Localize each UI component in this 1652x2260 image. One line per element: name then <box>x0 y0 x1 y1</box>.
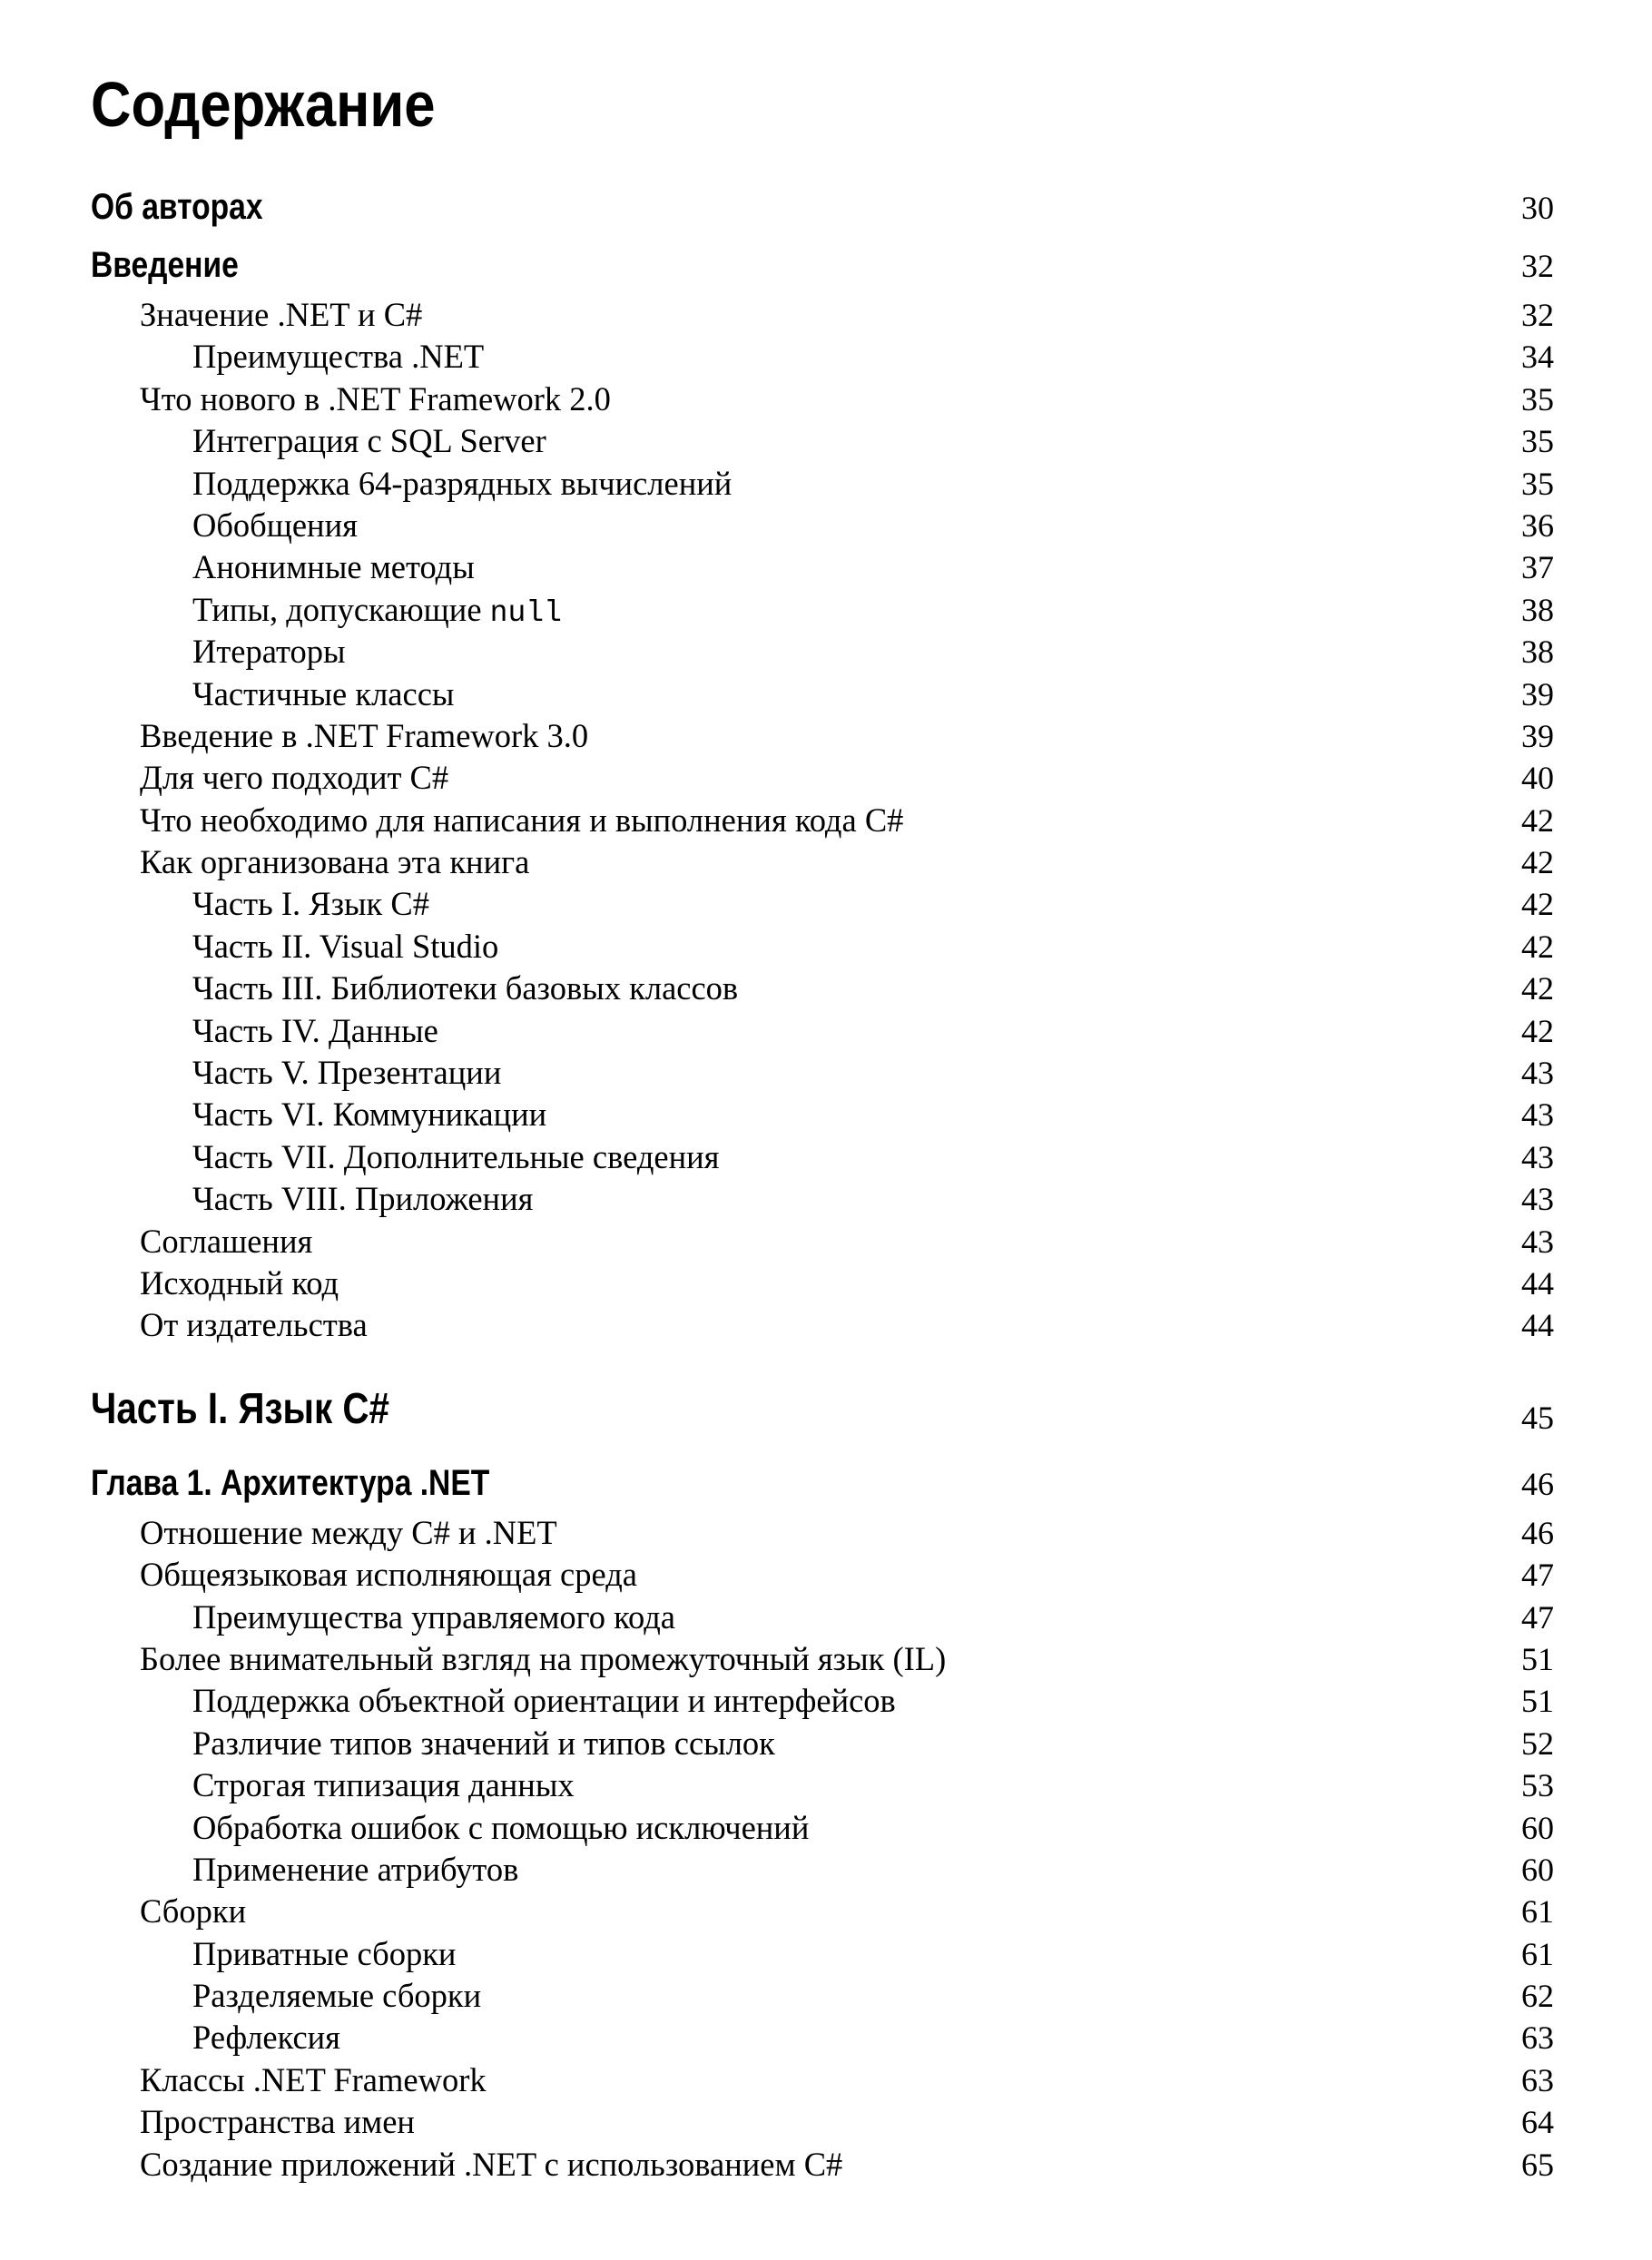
toc-entry <box>91 1975 1554 2017</box>
toc-entry-page-number: 40 <box>1521 760 1554 797</box>
toc-entry-title <box>91 1263 339 1304</box>
toc-entry-text: Соглашения <box>140 1222 313 1260</box>
toc-entry <box>91 841 1554 883</box>
toc-entry <box>91 1365 1554 1454</box>
toc-entry-title <box>91 1807 809 1849</box>
toc-entry-title <box>91 420 546 462</box>
toc-entry-text: Классы .NET Framework <box>140 2060 487 2098</box>
toc-entry-text: Сборки <box>140 1892 247 1931</box>
toc-entry-text: Значение .NET и C# <box>140 296 423 333</box>
toc-entry-page-number: 65 <box>1521 2146 1554 2183</box>
toc-entry-title <box>91 1365 389 1454</box>
toc-entry-page-number: 53 <box>1521 1767 1554 1804</box>
toc-entry-page-number: 32 <box>1521 297 1554 333</box>
toc-entry <box>91 1136 1554 1178</box>
toc-entry-text: Что нового в .NET Framework 2.0 <box>140 379 611 418</box>
toc-entry-title <box>91 1512 557 1554</box>
toc-entry-page-number: 44 <box>1521 1264 1554 1302</box>
toc-entry-title <box>91 1680 896 1722</box>
toc-entry-title <box>91 883 429 925</box>
toc-entry <box>91 1723 1554 1764</box>
toc-entry-page-number: 35 <box>1521 465 1554 502</box>
toc-entry-page-number: 30 <box>1521 190 1554 226</box>
toc-entry-page-number: 37 <box>1521 549 1554 586</box>
toc-entry-text: Что необходимо для написания и выполнения кода C# <box>140 801 904 839</box>
toc-entry-title <box>91 294 422 336</box>
toc-entry <box>91 1597 1554 1638</box>
toc-entry-title <box>91 800 903 841</box>
toc-entry-title <box>91 505 358 546</box>
toc-entry <box>91 236 1554 294</box>
toc-entry-title <box>91 968 738 1009</box>
toc-entry-text: Частичные классы <box>192 674 455 712</box>
toc-entry-page-number: 36 <box>1521 506 1554 544</box>
toc-entry-page-number: 35 <box>1521 423 1554 460</box>
toc-entry <box>91 1680 1554 1722</box>
toc-entry-text: Преимущества .NET <box>192 338 485 376</box>
toc-entry-title <box>91 757 448 799</box>
toc-entry-text: Преимущества управляемого кода <box>192 1597 675 1636</box>
toc-entry-text: Применение атрибутов <box>192 1850 519 1888</box>
toc-entry <box>91 2059 1554 2101</box>
toc-entry-title <box>91 1933 456 1975</box>
toc-entry <box>91 631 1554 673</box>
toc-entry <box>91 505 1554 546</box>
toc-entry-title <box>91 546 475 588</box>
toc-entry-text: Часть I. Язык C# <box>91 1384 389 1433</box>
toc-entry-title <box>91 673 454 715</box>
toc-entry-page-number: 60 <box>1521 1851 1554 1888</box>
toc-entry-text: Для чего подходит C# <box>140 759 449 797</box>
toc-entry-page-number: 43 <box>1521 1181 1554 1218</box>
toc-entry-page-number: 60 <box>1521 1809 1554 1846</box>
toc-entry-page-number: 47 <box>1521 1557 1554 1594</box>
toc-entry-text: Итераторы <box>192 633 346 671</box>
toc-entry-text: Введение <box>91 245 239 285</box>
toc-entry <box>91 378 1554 420</box>
toc-entry-page-number: 62 <box>1521 1978 1554 2015</box>
toc-entry-page-number: 51 <box>1521 1640 1554 1677</box>
toc-entry <box>91 715 1554 757</box>
toc-entry-text: Введение в .NET Framework 3.0 <box>140 716 589 754</box>
toc-entry <box>91 1638 1554 1680</box>
toc-entry-text: Часть VI. Коммуникации <box>192 1096 547 1134</box>
toc-entry-text: Общеязыковая исполняющая среда <box>140 1556 637 1594</box>
toc-entry <box>91 1263 1554 1304</box>
toc-entry-page-number: 45 <box>1521 1399 1554 1436</box>
toc-entry-page-number: 43 <box>1521 1138 1554 1175</box>
toc-entry-title <box>91 1764 575 1806</box>
toc-entry-title <box>91 463 732 505</box>
toc-entry-text: Часть III. Библиотеки базовых классов <box>192 969 739 1007</box>
toc-entry-title <box>91 1221 312 1263</box>
toc-entry-text: Об авторах <box>91 187 263 227</box>
toc-entry-title <box>91 631 346 673</box>
toc-entry <box>91 1304 1554 1346</box>
toc-entry-text: Поддержка 64-разрядных вычислений <box>192 464 733 502</box>
toc-entry-title <box>91 2144 842 2186</box>
toc-entry-text: Рефлексия <box>192 2019 340 2057</box>
toc-entry-title <box>91 2059 487 2101</box>
toc-entry-page-number: 64 <box>1521 2104 1554 2141</box>
toc-entry <box>91 1764 1554 1806</box>
toc-entry-title <box>91 1178 533 1220</box>
toc-entry-page-number: 34 <box>1521 339 1554 376</box>
toc-entry <box>91 178 1554 236</box>
toc-entry-title <box>91 841 529 883</box>
toc-entry-page-number: 46 <box>1521 1514 1554 1551</box>
toc-entry-text: Типы, допускающие <box>192 590 490 628</box>
toc-entry-text: Приватные сборки <box>192 1934 457 1972</box>
toc-entry <box>91 2101 1554 2143</box>
toc-entry <box>91 1094 1554 1135</box>
toc-entry <box>91 1807 1554 1849</box>
toc-entry-title <box>91 1554 637 1596</box>
toc-entry <box>91 1052 1554 1094</box>
toc-entry-title <box>91 589 562 634</box>
toc-entry-page-number: 43 <box>1521 1223 1554 1260</box>
toc-entry <box>91 883 1554 925</box>
toc-entry-page-number: 38 <box>1521 591 1554 628</box>
toc-entry <box>91 463 1554 505</box>
toc-entry <box>91 1891 1554 1932</box>
toc-entry <box>91 1512 1554 1554</box>
toc-entry-title <box>91 2017 340 2059</box>
toc-entry-title <box>91 1597 675 1638</box>
toc-entry <box>91 673 1554 715</box>
toc-entry-page-number: 42 <box>1521 1012 1554 1049</box>
toc-page <box>91 69 1554 2186</box>
toc-entry <box>91 420 1554 462</box>
toc-entry-page-number: 47 <box>1521 1598 1554 1636</box>
table-of-contents <box>91 178 1554 2186</box>
toc-entry-title <box>91 1010 438 1052</box>
toc-entry-title <box>91 1052 501 1094</box>
toc-entry-title <box>91 1454 489 1512</box>
toc-entry-text: Часть VII. Дополнительные сведения <box>192 1137 720 1175</box>
toc-entry-page-number: 43 <box>1521 1096 1554 1134</box>
toc-entry <box>91 2017 1554 2059</box>
toc-entry-title <box>91 1723 775 1764</box>
toc-entry <box>91 546 1554 588</box>
toc-entry <box>91 2144 1554 2186</box>
toc-entry-page-number: 42 <box>1521 886 1554 923</box>
toc-entry-page-number: 61 <box>1521 1935 1554 1972</box>
toc-entry-text: Часть II. Visual Studio <box>192 927 499 965</box>
toc-entry-text: Глава 1. Архитектура .NET <box>91 1462 490 1503</box>
toc-entry-title <box>91 1304 368 1346</box>
toc-entry-title <box>91 1638 946 1680</box>
toc-entry-text: Строгая типизация данных <box>192 1766 575 1804</box>
toc-entry-page-number: 63 <box>1521 2061 1554 2098</box>
toc-entry-title <box>91 1094 546 1135</box>
toc-entry <box>91 757 1554 799</box>
toc-entry-text: Часть V. Презентации <box>192 1054 502 1092</box>
toc-entry-page-number: 39 <box>1521 675 1554 712</box>
toc-entry-page-number: 32 <box>1521 248 1554 284</box>
toc-entry <box>91 1849 1554 1891</box>
toc-entry-page-number: 44 <box>1521 1307 1554 1344</box>
toc-entry-page-number: 52 <box>1521 1724 1554 1762</box>
toc-entry-page-number: 35 <box>1521 380 1554 418</box>
toc-entry <box>91 1221 1554 1263</box>
toc-entry <box>91 1454 1554 1512</box>
toc-entry-title <box>91 336 484 378</box>
toc-entry-text: Анонимные методы <box>192 548 475 586</box>
toc-entry <box>91 800 1554 841</box>
toc-entry-page-number: 42 <box>1521 801 1554 839</box>
toc-entry-text: Различие типов значений и типов ссылок <box>192 1724 775 1762</box>
toc-entry <box>91 1010 1554 1052</box>
toc-entry-text: Часть IV. Данные <box>192 1011 438 1049</box>
toc-entry <box>91 1554 1554 1596</box>
toc-entry-text: Как организована эта книга <box>140 843 530 881</box>
toc-entry-title <box>91 1891 246 1932</box>
toc-entry-page-number: 61 <box>1521 1893 1554 1931</box>
page-title: Содержание <box>91 69 436 140</box>
toc-entry-title <box>91 1849 518 1891</box>
toc-entry-text: Отношение между C# и .NET <box>140 1513 557 1551</box>
toc-entry-page-number: 43 <box>1521 1055 1554 1092</box>
toc-entry-text: От издательства <box>140 1306 368 1344</box>
toc-entry-title <box>91 926 498 968</box>
toc-entry-text: Исходный код <box>140 1263 339 1302</box>
toc-entry-text: Обработка ошибок с помощью исключений <box>192 1808 810 1846</box>
toc-entry-text: Интеграция с SQL Server <box>192 422 546 460</box>
toc-entry-text: Часть I. Язык C# <box>192 885 429 923</box>
toc-entry <box>91 589 1554 631</box>
toc-entry-page-number: 46 <box>1521 1465 1554 1502</box>
toc-entry-page-number: 38 <box>1521 634 1554 671</box>
toc-entry <box>91 968 1554 1009</box>
toc-entry <box>91 294 1554 336</box>
toc-entry-page-number: 63 <box>1521 2019 1554 2057</box>
toc-entry-title <box>91 715 588 757</box>
toc-entry-title <box>91 2101 415 2143</box>
toc-entry-text: Часть VIII. Приложения <box>192 1180 534 1218</box>
toc-entry-title <box>91 378 611 420</box>
toc-entry <box>91 926 1554 968</box>
toc-entry-page-number: 39 <box>1521 717 1554 754</box>
toc-entry-text: Более внимательный взгляд на промежуточный язык (IL) <box>140 1639 947 1677</box>
toc-entry-title <box>91 1136 719 1178</box>
toc-entry <box>91 1178 1554 1220</box>
toc-entry-title <box>91 1975 481 2017</box>
toc-entry-page-number: 42 <box>1521 844 1554 881</box>
toc-entry-text: Пространства имен <box>140 2103 415 2141</box>
toc-entry-text: Создание приложений .NET с использованием C# <box>140 2145 843 2183</box>
toc-entry-text: Поддержка объектной ориентации и интерфейсов <box>192 1682 896 1720</box>
toc-entry-text: Обобщения <box>192 506 358 544</box>
toc-entry-page-number: 42 <box>1521 970 1554 1007</box>
toc-entry-title <box>91 236 239 294</box>
toc-entry <box>91 336 1554 378</box>
toc-entry-code: null <box>489 595 562 630</box>
toc-entry-title <box>91 178 263 236</box>
toc-entry <box>91 1933 1554 1975</box>
toc-entry-page-number: 42 <box>1521 928 1554 965</box>
toc-entry-page-number: 51 <box>1521 1683 1554 1720</box>
toc-entry-text: Разделяемые сборки <box>192 1977 482 2015</box>
